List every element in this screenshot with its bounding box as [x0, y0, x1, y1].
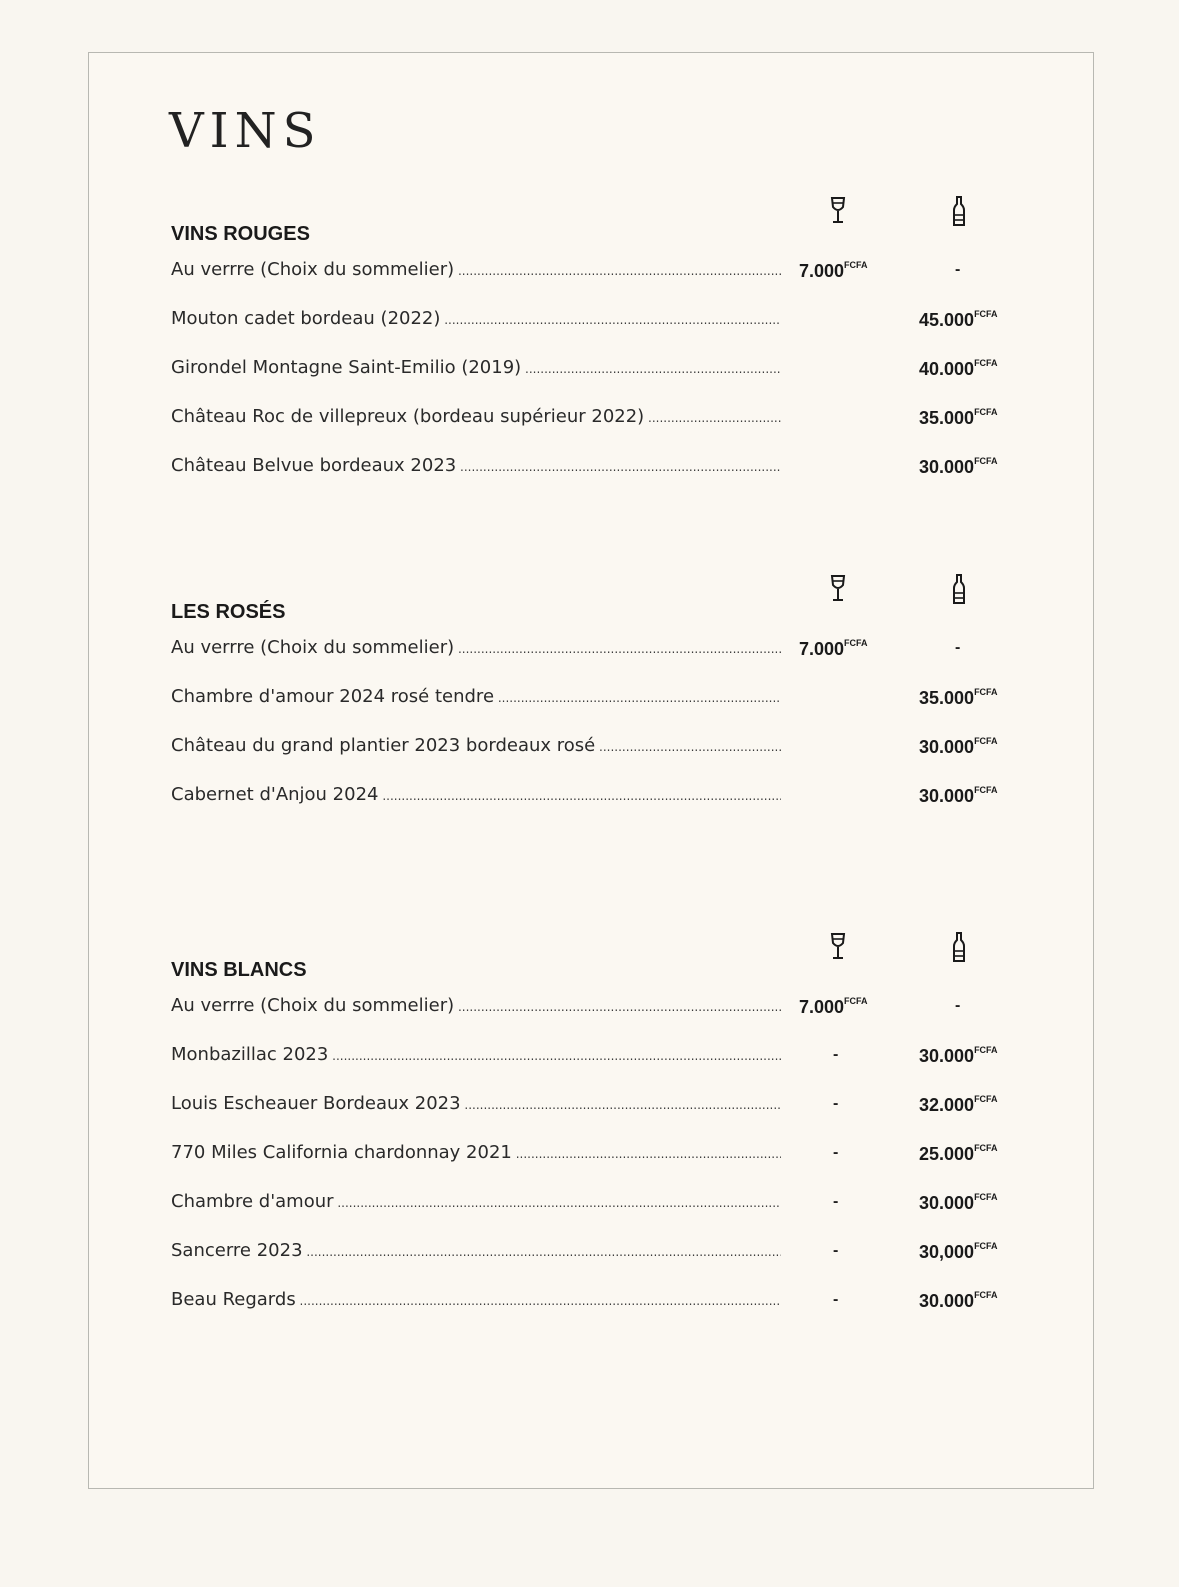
- currency-label: FCFA: [974, 309, 998, 319]
- menu-page: [88, 52, 1094, 1489]
- price-amount: 30.000: [919, 1193, 975, 1213]
- wine-name: Au verrre (Choix du sommelier) .....: [171, 637, 781, 658]
- wine-glass-icon: [826, 195, 850, 227]
- price-amount: 7.000: [799, 261, 845, 281]
- price-amount: 25.000: [919, 1144, 975, 1164]
- glass-price-none: -: [833, 1046, 839, 1063]
- glass-price-none: -: [833, 1144, 839, 1161]
- price-amount: 30.000: [919, 786, 975, 806]
- currency-label: FCFA: [844, 996, 868, 1006]
- section-title: LES ROSÉS: [171, 601, 286, 623]
- bottle-price: [919, 1291, 998, 1312]
- bottle-price: [919, 1242, 998, 1263]
- bottle-price: [919, 786, 998, 807]
- currency-label: FCFA: [974, 1290, 998, 1300]
- wine-name: Cabernet d'Anjou 2024 .....: [171, 784, 781, 805]
- menu-item: [171, 259, 1041, 287]
- currency-label: FCFA: [974, 1241, 998, 1251]
- bottle-price: [919, 310, 998, 331]
- price-amount: 35.000: [919, 408, 975, 428]
- menu-item: [171, 1240, 1041, 1268]
- menu-item: [171, 1191, 1041, 1219]
- menu-item: [171, 686, 1041, 714]
- price-amount: 35.000: [919, 688, 975, 708]
- section-title: VINS ROUGES: [171, 223, 310, 245]
- price-amount: 40.000: [919, 359, 975, 379]
- wine-name: Monbazillac 2023 .....: [171, 1044, 781, 1065]
- page-title: VINS: [169, 103, 322, 159]
- price-amount: 30,000: [919, 1242, 975, 1262]
- glass-price-none: -: [833, 1193, 839, 1210]
- menu-item: [171, 1289, 1041, 1317]
- wine-name: Au verrre (Choix du sommelier) .....: [171, 995, 781, 1016]
- wine-name: Château du grand plantier 2023 bordeaux rosé .....: [171, 735, 781, 756]
- wine-glass-icon: [826, 573, 850, 605]
- bottle-price: [919, 359, 998, 380]
- bottle-price: [919, 1193, 998, 1214]
- menu-item: [171, 406, 1041, 434]
- currency-label: FCFA: [844, 638, 868, 648]
- bottle-price: [919, 1095, 998, 1116]
- wine-name: Louis Escheauer Bordeaux 2023 .....: [171, 1093, 781, 1114]
- glass-price-none: -: [833, 1291, 839, 1308]
- currency-label: FCFA: [974, 1143, 998, 1153]
- currency-label: FCFA: [974, 456, 998, 466]
- currency-label: FCFA: [974, 1094, 998, 1104]
- price-amount: 7.000: [799, 997, 845, 1017]
- price-amount: 45.000: [919, 310, 975, 330]
- glass-price-none: -: [833, 1095, 839, 1112]
- currency-label: FCFA: [974, 1045, 998, 1055]
- menu-item: [171, 995, 1041, 1023]
- glass-price-none: -: [833, 1242, 839, 1259]
- glass-price: [799, 261, 868, 282]
- wine-bottle-icon: [947, 195, 971, 227]
- menu-item: [171, 357, 1041, 385]
- wine-name: Chambre d'amour 2024 rosé tendre .....: [171, 686, 781, 707]
- wine-bottle-icon: [947, 573, 971, 605]
- bottle-price-none: -: [955, 639, 961, 656]
- price-amount: 7.000: [799, 639, 845, 659]
- currency-label: FCFA: [974, 358, 998, 368]
- bottle-price-none: -: [955, 997, 961, 1014]
- menu-item: [171, 784, 1041, 812]
- currency-label: FCFA: [974, 785, 998, 795]
- bottle-price: [919, 457, 998, 478]
- bottle-price: [919, 408, 998, 429]
- menu-item: [171, 735, 1041, 763]
- wine-name: Château Belvue bordeaux 2023 .....: [171, 455, 781, 476]
- price-amount: 32.000: [919, 1095, 975, 1115]
- currency-label: FCFA: [974, 1192, 998, 1202]
- price-amount: 30.000: [919, 457, 975, 477]
- menu-item: [171, 637, 1041, 665]
- menu-item: [171, 1142, 1041, 1170]
- wine-name: Chambre d'amour .....: [171, 1191, 781, 1212]
- wine-name: Beau Regards .....: [171, 1289, 781, 1310]
- wine-name: 770 Miles California chardonnay 2021 .....: [171, 1142, 781, 1163]
- currency-label: FCFA: [974, 687, 998, 697]
- bottle-price: [919, 1046, 998, 1067]
- wine-name: Au verrre (Choix du sommelier) .....: [171, 259, 781, 280]
- wine-name: Château Roc de villepreux (bordeau supérieur 2022) .....: [171, 406, 781, 427]
- bottle-price: [919, 688, 998, 709]
- section-title: VINS BLANCS: [171, 959, 307, 981]
- wine-name: Girondel Montagne Saint-Emilio (2019) .....: [171, 357, 781, 378]
- wine-bottle-icon: [947, 931, 971, 963]
- menu-item: [171, 308, 1041, 336]
- menu-item: [171, 1044, 1041, 1072]
- wine-name: Sancerre 2023 .....: [171, 1240, 781, 1261]
- currency-label: FCFA: [844, 260, 868, 270]
- currency-label: FCFA: [974, 736, 998, 746]
- menu-item: [171, 1093, 1041, 1121]
- price-amount: 30.000: [919, 1291, 975, 1311]
- wine-glass-icon: [826, 931, 850, 963]
- bottle-price: [919, 1144, 998, 1165]
- menu-item: [171, 455, 1041, 483]
- glass-price: [799, 639, 868, 660]
- bottle-price: [919, 737, 998, 758]
- currency-label: FCFA: [974, 407, 998, 417]
- price-amount: 30.000: [919, 1046, 975, 1066]
- price-amount: 30.000: [919, 737, 975, 757]
- glass-price: [799, 997, 868, 1018]
- wine-name: Mouton cadet bordeau (2022) .....: [171, 308, 781, 329]
- bottle-price-none: -: [955, 261, 961, 278]
